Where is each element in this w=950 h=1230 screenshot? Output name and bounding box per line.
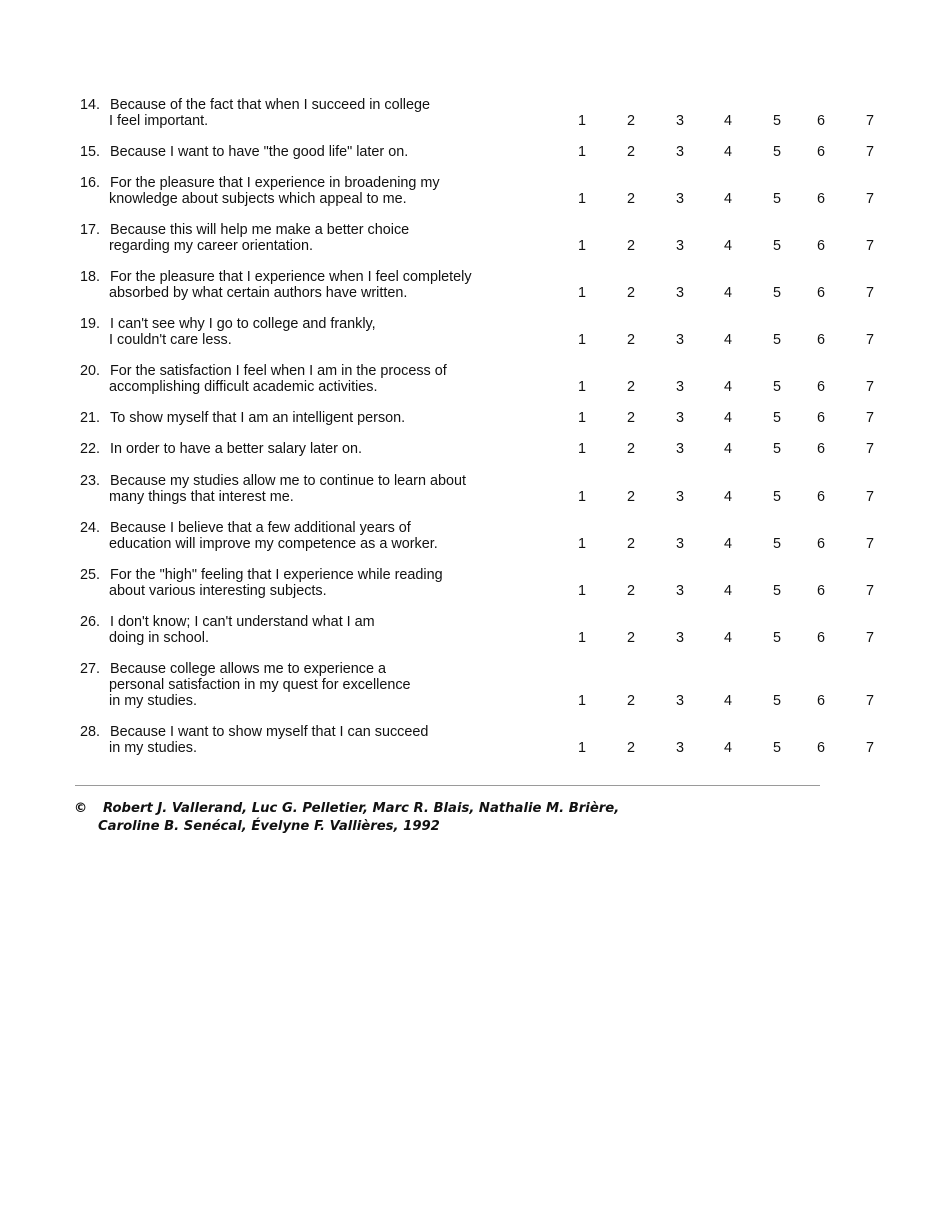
copyright-authors-line-2: Caroline B. Senécal, Évelyne F. Vallières, 1992 — [98, 819, 440, 834]
rating-option-1[interactable]: 1 — [577, 238, 586, 254]
rating-option-2[interactable]: 2 — [626, 489, 635, 505]
item-statement-line: absorbed by what certain authors have written. — [109, 285, 408, 301]
item-statement-line: For the pleasure that I experience when I feel completely — [110, 269, 472, 285]
rating-option-2[interactable]: 2 — [626, 536, 635, 552]
rating-option-2[interactable]: 2 — [626, 238, 635, 254]
rating-option-5[interactable]: 5 — [772, 583, 781, 599]
rating-option-4[interactable]: 4 — [723, 332, 732, 348]
rating-option-2[interactable]: 2 — [626, 191, 635, 207]
item-number: 16. — [80, 175, 101, 191]
rating-option-1[interactable]: 1 — [577, 489, 586, 505]
rating-option-6[interactable]: 6 — [816, 285, 825, 301]
item-number: 21. — [80, 410, 101, 426]
rating-option-2[interactable]: 2 — [626, 113, 635, 129]
rating-option-7[interactable]: 7 — [865, 379, 874, 395]
copyright-authors-line-1: Robert J. Vallerand, Luc G. Pelletier, Marc R. Blais, Nathalie M. Brière, — [103, 801, 620, 816]
rating-option-2[interactable]: 2 — [626, 144, 635, 160]
divider-line — [75, 785, 820, 786]
rating-option-7[interactable]: 7 — [865, 489, 874, 505]
rating-option-6[interactable]: 6 — [816, 113, 825, 129]
rating-option-6[interactable]: 6 — [816, 191, 825, 207]
rating-option-7[interactable]: 7 — [865, 113, 874, 129]
rating-option-6[interactable]: 6 — [816, 630, 825, 646]
rating-option-4[interactable]: 4 — [723, 144, 732, 160]
rating-option-7[interactable]: 7 — [865, 740, 874, 756]
item-number: 26. — [80, 614, 101, 630]
rating-option-6[interactable]: 6 — [816, 489, 825, 505]
rating-option-6[interactable]: 6 — [816, 379, 825, 395]
rating-option-6[interactable]: 6 — [816, 410, 825, 426]
rating-option-7[interactable]: 7 — [865, 191, 874, 207]
questionnaire-item — [0, 316, 950, 348]
rating-option-5[interactable]: 5 — [772, 113, 781, 129]
item-statement-line: many things that interest me. — [109, 489, 294, 505]
rating-option-1[interactable]: 1 — [577, 285, 586, 301]
questionnaire-item — [0, 410, 950, 426]
questionnaire-item — [0, 614, 950, 646]
rating-option-6[interactable]: 6 — [816, 693, 825, 709]
questionnaire-item — [0, 144, 950, 160]
questionnaire-item — [0, 175, 950, 207]
rating-option-5[interactable]: 5 — [772, 379, 781, 395]
rating-option-3[interactable]: 3 — [675, 740, 684, 756]
rating-option-5[interactable]: 5 — [772, 285, 781, 301]
questionnaire-item — [0, 441, 950, 457]
rating-option-2[interactable]: 2 — [626, 285, 635, 301]
rating-option-2[interactable]: 2 — [626, 693, 635, 709]
rating-option-2[interactable]: 2 — [626, 740, 635, 756]
item-statement — [109, 614, 375, 646]
item-statement-line: For the "high" feeling that I experience while reading — [110, 567, 443, 583]
item-number: 19. — [80, 316, 101, 332]
rating-option-6[interactable]: 6 — [816, 238, 825, 254]
item-number: 22. — [80, 441, 101, 457]
rating-option-1[interactable]: 1 — [577, 144, 586, 160]
item-number: 14. — [80, 97, 101, 113]
item-statement — [109, 661, 411, 709]
item-statement — [109, 269, 472, 301]
rating-option-7[interactable]: 7 — [865, 441, 874, 457]
rating-option-1[interactable]: 1 — [577, 379, 586, 395]
rating-option-4[interactable]: 4 — [723, 410, 732, 426]
rating-option-4[interactable]: 4 — [723, 191, 732, 207]
rating-option-4[interactable]: 4 — [723, 693, 732, 709]
questionnaire-item — [0, 363, 950, 395]
rating-option-6[interactable]: 6 — [816, 740, 825, 756]
rating-option-5[interactable]: 5 — [772, 536, 781, 552]
item-statement-line: Because I believe that a few additional years of — [110, 520, 411, 536]
questionnaire-item — [0, 724, 950, 756]
item-statement-line: knowledge about subjects which appeal to me. — [109, 191, 407, 207]
item-number: 24. — [80, 520, 101, 536]
item-statement — [109, 97, 430, 129]
rating-option-7[interactable]: 7 — [865, 332, 874, 348]
rating-option-2[interactable]: 2 — [626, 410, 635, 426]
rating-option-6[interactable]: 6 — [816, 536, 825, 552]
item-statement — [109, 724, 428, 756]
rating-option-5[interactable]: 5 — [772, 630, 781, 646]
item-number: 28. — [80, 724, 101, 740]
rating-option-1[interactable]: 1 — [577, 191, 586, 207]
rating-option-1[interactable]: 1 — [577, 332, 586, 348]
rating-option-4[interactable]: 4 — [723, 583, 732, 599]
item-statement-line: Because I want to have "the good life" later on. — [110, 144, 409, 160]
questionnaire-item — [0, 661, 950, 709]
rating-option-1[interactable]: 1 — [577, 441, 586, 457]
rating-option-3[interactable]: 3 — [675, 144, 684, 160]
rating-option-3[interactable]: 3 — [675, 693, 684, 709]
rating-option-5[interactable]: 5 — [772, 489, 781, 505]
item-statement-line: For the pleasure that I experience in broadening my — [110, 175, 440, 191]
rating-option-1[interactable]: 1 — [577, 583, 586, 599]
rating-option-7[interactable]: 7 — [865, 583, 874, 599]
rating-option-5[interactable]: 5 — [772, 410, 781, 426]
rating-option-5[interactable]: 5 — [772, 332, 781, 348]
rating-option-1[interactable]: 1 — [577, 693, 586, 709]
questionnaire-item — [0, 269, 950, 301]
rating-option-3[interactable]: 3 — [675, 379, 684, 395]
rating-option-3[interactable]: 3 — [675, 489, 684, 505]
rating-option-2[interactable]: 2 — [626, 332, 635, 348]
rating-option-6[interactable]: 6 — [816, 144, 825, 160]
item-statement-line: For the satisfaction I feel when I am in the process of — [110, 363, 447, 379]
rating-option-3[interactable]: 3 — [675, 332, 684, 348]
questionnaire-item — [0, 97, 950, 129]
rating-option-4[interactable]: 4 — [723, 740, 732, 756]
item-statement-line: accomplishing difficult academic activities. — [109, 379, 378, 395]
rating-option-1[interactable]: 1 — [577, 410, 586, 426]
rating-option-1[interactable]: 1 — [577, 740, 586, 756]
item-statement-line: To show myself that I am an intelligent person. — [110, 410, 406, 426]
item-number: 15. — [80, 144, 101, 160]
rating-option-1[interactable]: 1 — [577, 536, 586, 552]
rating-option-5[interactable]: 5 — [772, 693, 781, 709]
rating-option-4[interactable]: 4 — [723, 489, 732, 505]
item-statement-line: in my studies. — [109, 693, 197, 709]
item-number: 20. — [80, 363, 101, 379]
rating-option-6[interactable]: 6 — [816, 583, 825, 599]
rating-option-7[interactable]: 7 — [865, 693, 874, 709]
rating-option-3[interactable]: 3 — [675, 583, 684, 599]
item-statement-line: Because I want to show myself that I can succeed — [110, 724, 429, 740]
rating-option-3[interactable]: 3 — [675, 441, 684, 457]
rating-option-2[interactable]: 2 — [626, 379, 635, 395]
questionnaire-item — [0, 520, 950, 552]
rating-option-3[interactable]: 3 — [675, 536, 684, 552]
item-statement-line: Because of the fact that when I succeed in college — [110, 97, 430, 113]
item-statement-line: In order to have a better salary later on. — [110, 441, 362, 457]
questionnaire-item — [0, 473, 950, 505]
item-statement-line: I don't know; I can't understand what I am — [110, 614, 375, 630]
rating-option-4[interactable]: 4 — [723, 238, 732, 254]
rating-option-3[interactable]: 3 — [675, 191, 684, 207]
rating-option-5[interactable]: 5 — [772, 191, 781, 207]
rating-option-1[interactable]: 1 — [577, 630, 586, 646]
item-statement-line: in my studies. — [109, 740, 197, 756]
rating-option-1[interactable]: 1 — [577, 113, 586, 129]
rating-option-2[interactable]: 2 — [626, 441, 635, 457]
rating-option-4[interactable]: 4 — [723, 630, 732, 646]
item-statement-line: I feel important. — [109, 113, 209, 129]
item-statement-line: education will improve my competence as a worker. — [109, 536, 438, 552]
rating-option-5[interactable]: 5 — [772, 441, 781, 457]
item-number: 27. — [80, 661, 101, 677]
item-statement — [109, 316, 376, 348]
item-statement-line: Because this will help me make a better choice — [110, 222, 410, 238]
questionnaire-item — [0, 222, 950, 254]
rating-option-5[interactable]: 5 — [772, 144, 781, 160]
rating-option-2[interactable]: 2 — [626, 583, 635, 599]
rating-option-5[interactable]: 5 — [772, 740, 781, 756]
rating-option-3[interactable]: 3 — [675, 113, 684, 129]
rating-option-7[interactable]: 7 — [865, 630, 874, 646]
rating-option-3[interactable]: 3 — [675, 630, 684, 646]
rating-option-7[interactable]: 7 — [865, 410, 874, 426]
item-statement-line: Because my studies allow me to continue to learn about — [110, 473, 466, 489]
rating-option-4[interactable]: 4 — [723, 536, 732, 552]
item-statement-line: regarding my career orientation. — [109, 238, 313, 254]
item-statement-line: doing in school. — [109, 630, 210, 646]
item-statement — [109, 410, 405, 426]
item-number: 23. — [80, 473, 101, 489]
questionnaire-item — [0, 567, 950, 599]
rating-option-4[interactable]: 4 — [723, 285, 732, 301]
item-statement — [109, 222, 409, 254]
item-statement — [109, 175, 440, 207]
rating-option-7[interactable]: 7 — [865, 536, 874, 552]
item-statement-line: I couldn't care less. — [109, 332, 232, 348]
rating-option-4[interactable]: 4 — [723, 379, 732, 395]
rating-option-3[interactable]: 3 — [675, 285, 684, 301]
item-number: 18. — [80, 269, 101, 285]
item-statement — [109, 473, 466, 505]
rating-option-7[interactable]: 7 — [865, 238, 874, 254]
item-statement-line: personal satisfaction in my quest for excellence — [109, 677, 411, 693]
item-statement — [109, 567, 443, 599]
item-statement-line: Because college allows me to experience a — [110, 661, 386, 677]
rating-option-7[interactable]: 7 — [865, 144, 874, 160]
rating-option-6[interactable]: 6 — [816, 332, 825, 348]
item-statement — [109, 520, 438, 552]
item-statement — [109, 363, 447, 395]
rating-option-4[interactable]: 4 — [723, 441, 732, 457]
rating-option-6[interactable]: 6 — [816, 441, 825, 457]
item-statement-line: I can't see why I go to college and frankly, — [110, 316, 376, 332]
item-statement — [109, 441, 362, 457]
item-statement-line: about various interesting subjects. — [109, 583, 327, 599]
copyright-icon: © — [74, 801, 88, 816]
rating-option-3[interactable]: 3 — [675, 410, 684, 426]
item-number: 25. — [80, 567, 101, 583]
rating-option-7[interactable]: 7 — [865, 285, 874, 301]
rating-option-2[interactable]: 2 — [626, 630, 635, 646]
item-statement — [109, 144, 408, 160]
rating-option-5[interactable]: 5 — [772, 238, 781, 254]
item-number: 17. — [80, 222, 101, 238]
rating-option-3[interactable]: 3 — [675, 238, 684, 254]
rating-option-4[interactable]: 4 — [723, 113, 732, 129]
